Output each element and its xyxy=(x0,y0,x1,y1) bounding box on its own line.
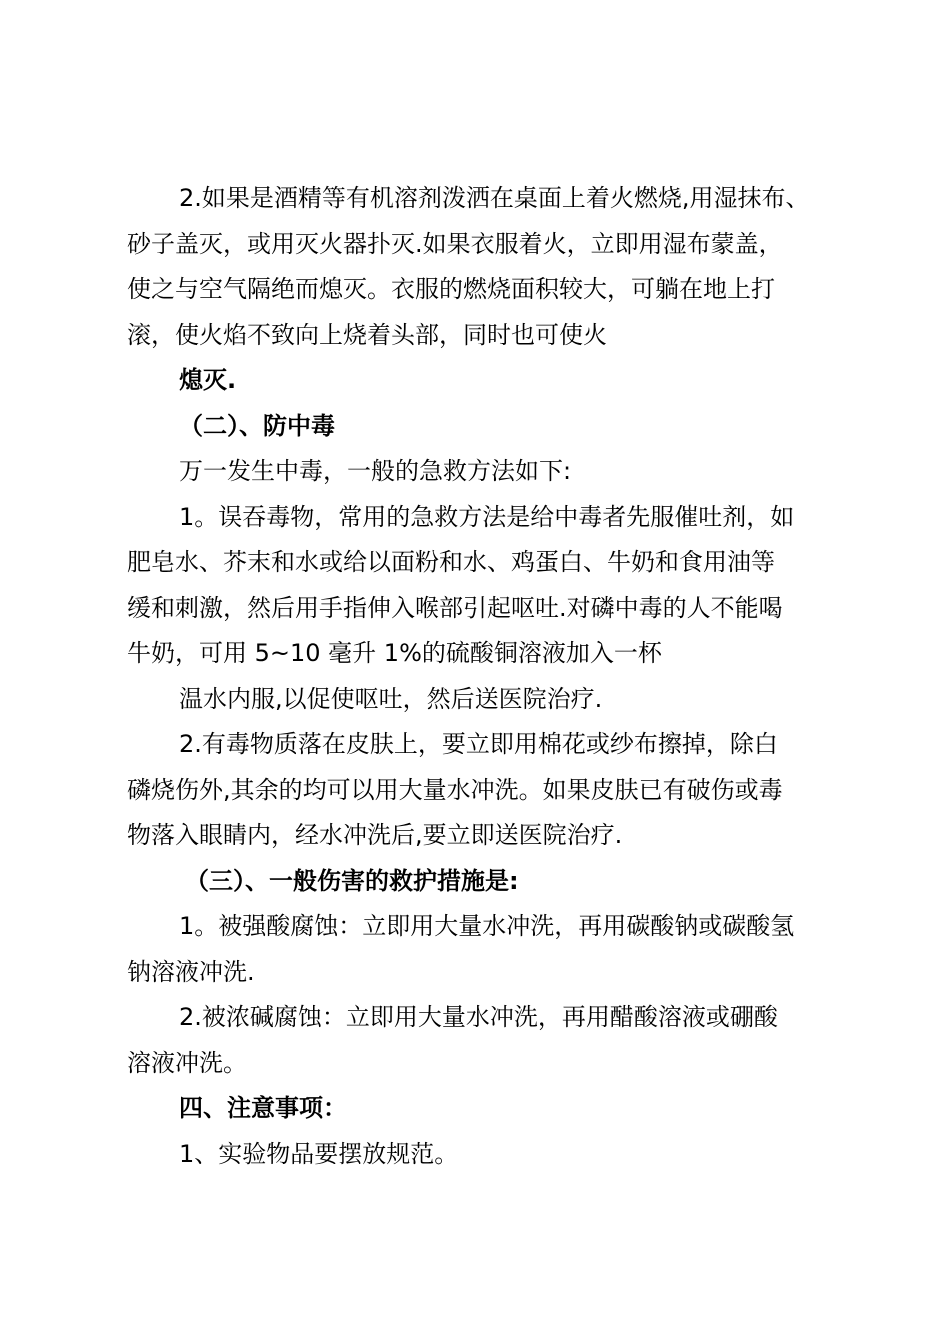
paragraph-line: 溶液冲洗。 xyxy=(127,1048,247,1077)
paragraph-line: 熄灭. xyxy=(179,366,237,394)
paragraph-line: 2.有毒物质落在皮肤上，要立即用棉花或纱布擦掉，除白 xyxy=(179,730,778,758)
paragraph-line: 缓和刺激，然后用手指伸入喉部引起呕吐.对磷中毒的人不能喝 xyxy=(127,593,783,622)
paragraph-line: 磷烧伤外,其余的均可以用大量水冲洗。如果皮肤已有破伤或毒 xyxy=(127,775,783,804)
section-heading: （三）、一般伤害的救护措施是: xyxy=(185,866,519,895)
paragraph-line: 物落入眼睛内，经水冲洗后,要立即送医院治疗. xyxy=(127,821,623,849)
paragraph-line: 1、实验物品要摆放规范。 xyxy=(179,1139,459,1168)
paragraph-line: 使之与空气隔绝而熄灭。衣服的燃烧面积较大，可躺在地上打 xyxy=(127,275,775,303)
paragraph-line: 肥皂水、芥末和水或给以面粉和水、鸡蛋白、牛奶和食用油等 xyxy=(127,548,775,576)
paragraph-line: 滚，使火焰不致向上烧着头部，同时也可使火 xyxy=(127,320,607,349)
paragraph-line: 1。误吞毒物，常用的急救方法是给中毒者先服催吐剂，如 xyxy=(179,502,795,531)
paragraph-line: 2.被浓碱腐蚀：立即用大量水冲洗，再用醋酸溶液或硼酸 xyxy=(179,1003,778,1031)
paragraph-line: 万一发生中毒，一般的急救方法如下: xyxy=(179,457,572,485)
section-heading: 四、注意事项： xyxy=(179,1094,347,1122)
paragraph-line: 钠溶液冲洗. xyxy=(127,957,255,986)
paragraph-line: 2.如果是酒精等有机溶剂泼洒在桌面上着火燃烧,用湿抹布、 xyxy=(179,184,810,212)
document-body xyxy=(127,176,837,1177)
paragraph-line: 温水内服,以促使呕吐，然后送医院治疗. xyxy=(179,684,603,713)
section-heading: （二）、防中毒 xyxy=(179,411,335,440)
paragraph-line: 1。被强酸腐蚀：立即用大量水冲洗，再用碳酸钠或碳酸氢 xyxy=(179,912,795,940)
paragraph-line: 牛奶，可用 5~10 毫升 1%的硫酸铜溶液加入一杯 xyxy=(127,639,662,667)
paragraph-line: 砂子盖灭，或用灭火器扑灭.如果衣服着火，立即用湿布蒙盖， xyxy=(127,229,783,258)
